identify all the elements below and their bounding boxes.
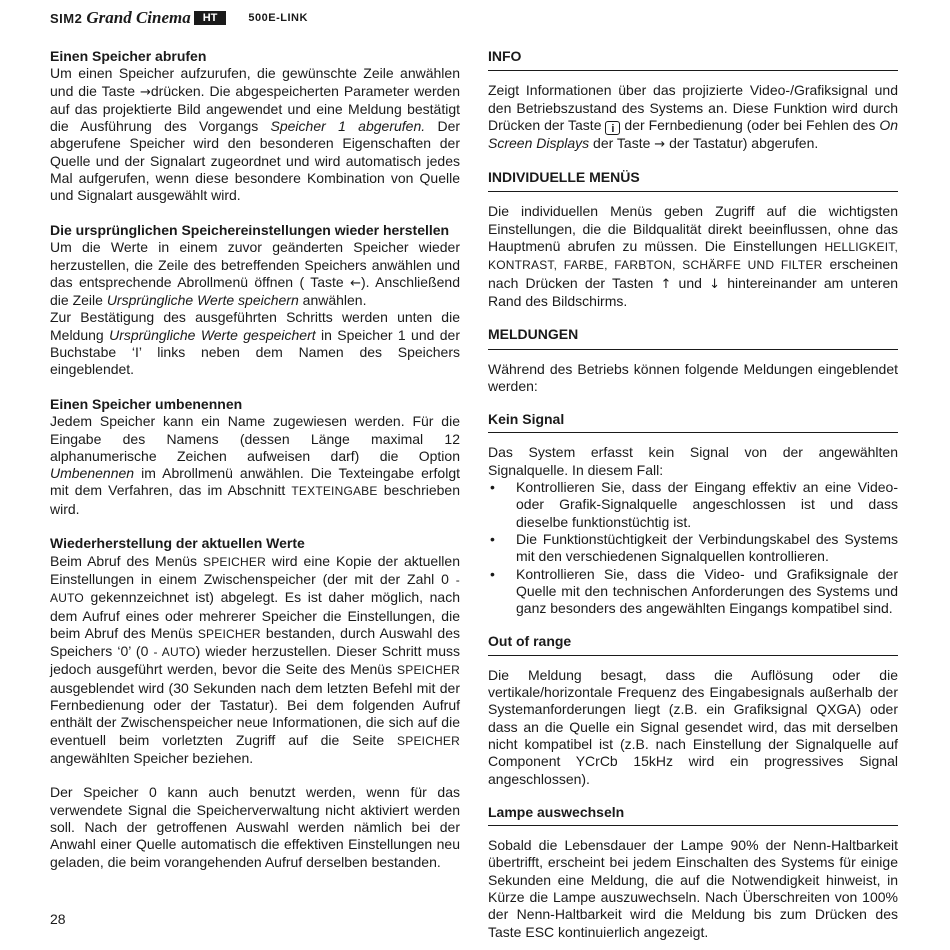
heading-out-of-range: Out of range — [488, 633, 898, 655]
page-header — [50, 8, 308, 28]
arrow-left-icon: ← — [350, 275, 361, 291]
paragraph-restore-defaults-1: Um die Werte in einem zuvor geänderten Speicher wieder herzustellen, die Zeile des betreffenden Speichers anwählen und das entsprechende Abrollmenü öffnen ( Taste ←). Anschließend die Zeile Ursprüngliche Werte speichern anwählen. — [50, 239, 460, 309]
brand-ht-badge: HT — [194, 11, 227, 25]
list-item: • Die Funktionstüchtigkeit der Verbindungskabel des Systems mit den verschiedenen Signalquellen kontrollieren. — [488, 531, 898, 566]
heading-restore-defaults: Die ursprünglichen Speichereinstellungen wieder herstellen — [50, 221, 450, 238]
paragraph-recall-memory: Um einen Speicher aufzurufen, die gewünschte Zeile anwählen und die Taste →drücken. Die abgespeicherten Parameter werden auf das projektierte Bild angewendet und eine Meldung bestätigt die Ausführung des Vorgangs Speicher 1 abgerufen. Der abgerufene Speicher wird den besonderen Eigenschaften der Quelle und der Signalart zugeordnet und wird automatisch jedes Mal aufgerufen, wenn diese besondere Kombination von Quelle und Signalart ausgewählt wird. — [50, 65, 461, 204]
list-item: • Kontrollieren Sie, dass die Video- und Grafiksignale der Quelle mit den technischen Anforderungen des Systems und ganz besonders des angewählten Eingangs kompatibel sind. — [488, 566, 898, 618]
paragraph-info: Zeigt Informationen über das projizierte Video-/Grafiksignal und den Betriebszustand des Systems an. Diese Funktion wird durch Drücken der Taste i der Fernbedienung (oder bei Fehlen des On Screen Displays der Taste → der Tastatur) abgerufen. — [488, 82, 898, 152]
arrow-right-icon: → — [139, 84, 151, 100]
heading-replace-lamp: Lampe auswechseln — [488, 804, 898, 826]
brand-grand-cinema: Grand Cinema — [86, 8, 191, 27]
heading-messages: MELDUNGEN — [488, 326, 898, 349]
info-key-icon: i — [605, 121, 620, 135]
paragraph-out-of-range: Die Meldung besagt, dass die Auflösung oder die vertikale/horizontale Frequenz des Eingabesignals außerhalb der Systemanforderungen liegt (z.B. ein Grafiksignal QXGA) oder dass an die Quelle ein Signal gesendet wird, das mit derselben nicht kompatibel ist (z.B. nach Einstellung der Signalquelle auf Component YCrCb 15kHz wird ein progressives Signal angeschlossen). — [488, 666, 898, 787]
arrow-up-icon: ↑ — [660, 276, 672, 292]
paragraph-no-signal: Das System erfasst kein Signal von der angewählten Signalquelle. In diesem Fall: — [488, 444, 898, 478]
paragraph-restore-current-2: Der Speicher 0 kann auch benutzt werden, wenn für das verwendete Signal die Speicherverwaltung nicht aktiviert werden soll. Nach der getroffenen Auswahl werden nämlich bei der Anwahl einer Quelle automatisch die effektiven Einstellungen neu geladen, die beim vorangehenden Aufruf derselben bestanden. — [50, 784, 460, 870]
paragraph-restore-current-1: Beim Abruf des Menüs SPEICHER wird eine Kopie der aktuellen Einstellungen in einem Zwischenspeicher (der mit der Zahl 0 - AUTO gekennzeichnet ist) abgelegt. Es ist daher möglich, nach dem Aufruf eines oder mehrerer Speicher die Einstellungen, die beim Abruf des Menüs SPEICHER bestanden, durch Auswahl des Speichers ‘0’ (0 - AUTO) wieder herzustellen. Dieser Schritt muss jedoch ausgeführt werden, bevor die Seite des Menüs SPEICHER ausgeblendet wird (30 Sekunden nach dem letzten Befehl mit der Fernbedienung oder der Tastatur). Bei dem folgenden Aufruf enthält der Zwischenspeicher neue Informationen, die sich auf die eventuell beim vorletzten Zugriff auf die Seite SPEICHER angewählten Speicher beziehen. — [50, 552, 460, 766]
paragraph-rename-memory: Jedem Speicher kann ein Name zugewiesen werden. Für die Eingabe des Namens (dessen Länge maximal 12 alphanumerische Zeichen aufweisen darf) die Option Umbenennen im Abrollmenü anwählen. Die Texteingabe erfolgt mit dem Verfahren, das im Abschnitt TEXTEINGABE beschrieben wird. — [50, 413, 460, 517]
right-column — [488, 48, 898, 941]
page-number: 28 — [50, 911, 66, 927]
paragraph-replace-lamp: Sobald die Lebensdauer der Lampe 90% der Nenn-Haltbarkeit übertrifft, erscheint bei jedem Einschalten des Systems für einige Sekunden eine Meldung, die auf die Notwendigkeit hinweist, in Kürze die Lampe auszuwechseln. Nach Überschreiten von 100% der Nenn-Haltbarkeit wird die Meldung bis zum Drücken des Taste ESC kontinuierlich angezeigt. — [488, 837, 898, 940]
paragraph-custom-menus: Die individuellen Menüs geben Zugriff auf die wichtigsten Einstellungen, die die Bildqualität direkt beeinflussen, ohne das Hauptmenü abrufen zu müssen. Die Einstellungen HELLIGKEIT, KONTRAST, FARBE, FARBTON, SCHÄRFE UND FILTER erscheinen nach Drücken der Tasten ↑ und ↓ hintereinander am unteren Rand des Bildschirms. — [488, 203, 899, 309]
arrow-right-icon: → — [654, 136, 666, 152]
heading-custom-menus: INDIVIDUELLE MENÜS — [488, 169, 898, 192]
brand-sim2: SIM2 — [50, 10, 83, 26]
paragraph-messages: Während des Betriebs können folgende Meldungen eingeblendet werden: — [488, 360, 898, 394]
heading-info: INFO — [488, 48, 898, 71]
heading-recall-memory: Einen Speicher abrufen — [50, 48, 207, 64]
heading-restore-current: Wiederherstellung der aktuellen Werte — [50, 535, 305, 552]
paragraph-restore-defaults-2: Zur Bestätigung des ausgeführten Schritts werden unten die Meldung Ursprüngliche Werte gespeichert in Speicher 1 und der Buchstabe ‘I’ links neben dem Namen des Speichers eingeblendet. — [50, 309, 461, 378]
heading-rename-memory: Einen Speicher umbenennen — [50, 395, 243, 412]
heading-no-signal: Kein Signal — [488, 411, 898, 433]
list-item: • Kontrollieren Sie, dass der Eingang effektiv an eine Video- oder Grafik-Signalquelle angeschlossen ist und dass dieselbe funktionstüchtig ist. — [488, 479, 898, 531]
arrow-down-icon: ↓ — [709, 276, 721, 292]
no-signal-checklist — [488, 479, 898, 617]
left-column — [50, 48, 460, 871]
model-name: 500E-LINK — [248, 12, 308, 24]
